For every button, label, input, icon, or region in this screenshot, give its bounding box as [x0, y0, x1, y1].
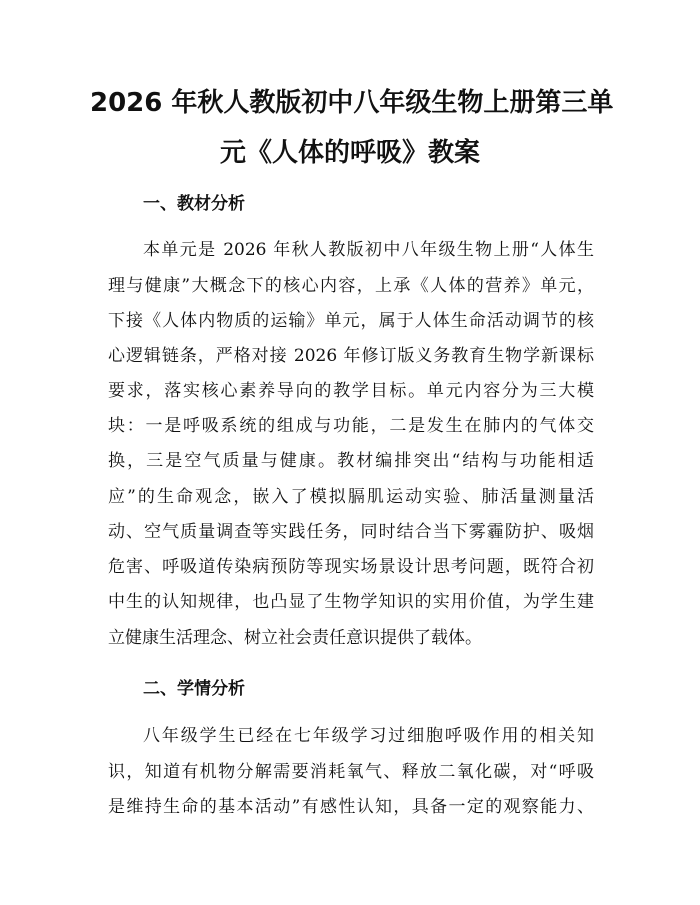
paragraph-line: 理与健康”大概念下的核心内容，上承《人体的营养》单元， [108, 276, 594, 296]
paragraph-line: 下接《人体内物质的运输》单元，属于人体生命活动调节的核 [108, 311, 594, 331]
section-heading-textbook-analysis: 一、教材分析 [143, 194, 245, 214]
section-heading-learner-analysis: 二、学情分析 [143, 679, 245, 699]
paragraph-line: 动、空气质量调查等实践任务，同时结合当下雾霾防护、吸烟 [108, 522, 594, 542]
paragraph-line: 要求，落实核心素养导向的教学目标。单元内容分为三大模 [108, 381, 594, 401]
document-title-line-1: 2026 年秋人教版初中八年级生物上册第三单 [90, 88, 614, 118]
paragraph-line: 块：一是呼吸系统的组成与功能，二是发生在肺内的气体交 [108, 416, 594, 436]
document-title-line-2: 元《人体的呼吸》教案 [219, 138, 480, 168]
paragraph-line: 应”的生命观念，嵌入了模拟膈肌运动实验、肺活量测量活 [108, 487, 594, 507]
paragraph-line: 心逻辑链条，严格对接 2026 年修订版义务教育生物学新课标 [108, 346, 594, 366]
paragraph-line: 八年级学生已经在七年级学习过细胞呼吸作用的相关知 [143, 726, 594, 746]
paragraph-line: 中生的认知规律，也凸显了生物学知识的实用价值，为学生建 [108, 592, 594, 612]
paragraph-line: 立健康生活理念、树立社会责任意识提供了载体。 [108, 628, 482, 648]
paragraph-line: 危害、呼吸道传染病预防等现实场景设计思考问题，既符合初 [108, 557, 594, 577]
paragraph-line: 是维持生命的基本活动”有感性认知，具备一定的观察能力、 [108, 797, 594, 817]
paragraph-line: 识，知道有机物分解需要消耗氧气、释放二氧化碳，对“呼吸 [108, 762, 594, 782]
paragraph-line: 本单元是 2026 年秋人教版初中八年级生物上册“人体生 [143, 240, 594, 260]
paragraph-line: 换，三是空气质量与健康。教材编排突出“结构与功能相适 [108, 451, 594, 471]
